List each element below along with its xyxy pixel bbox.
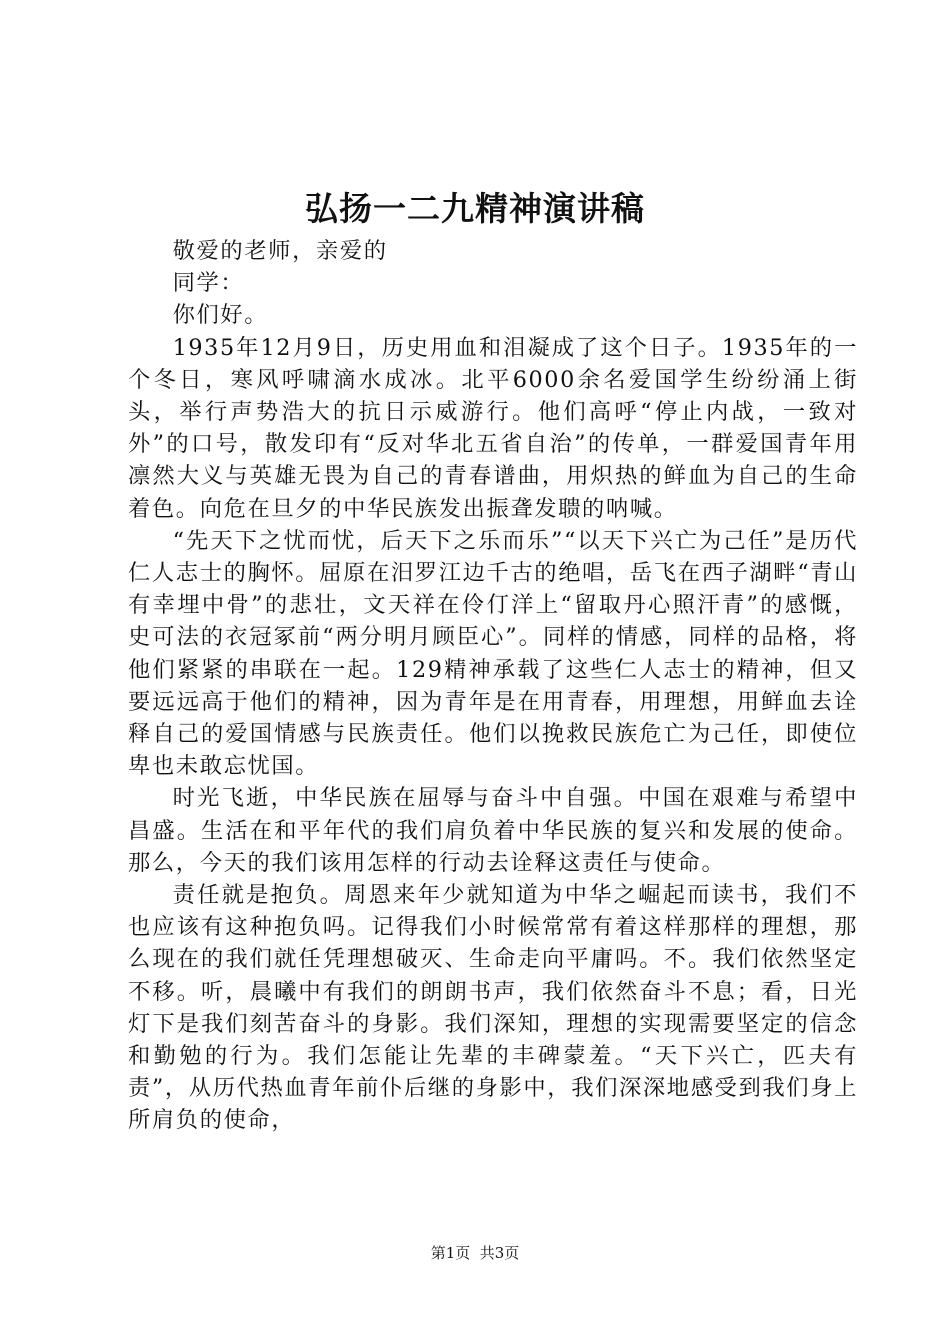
- salutation-line: 同学：: [172, 270, 245, 297]
- greeting-line: 你们好。: [172, 302, 269, 329]
- page-number-footer: 第1页 共3页: [430, 1244, 520, 1262]
- salutation-line: 敬爱的老师，亲爱的: [172, 238, 388, 264]
- body-paragraph: 时光飞逝，中华民族在屈辱与奋斗中自强。中国在艰难与希望中昌盛。生活在和平年代的我们肩负着中华民族的复兴和发展的使命。那么，今天的我们该用怎样的行动去诠释这责任与使命。: [128, 785, 858, 876]
- body-paragraph: 责任就是抱负。周恩来年少就知道为中华之崛起而读书，我们不也应该有这种抱负吗。记得我们小时候常常有着这样那样的理想，那么现在的我们就任凭理想破灭、生命走向平庸吗。不。我们依然坚定不移。听，晨曦中有我们的朗朗书声，我们依然奋斗不息；看，日光灯下是我们刻苦奋斗的身影。我们深知，理想的实现需要坚定的信念和勤勉的行为。我们怎能让先辈的丰碑蒙羞。“天下兴亡，匹夫有责”，从历代热血青年前仆后继的身影中，我们深深地感受到我们身上所肩负的使命，: [128, 882, 858, 1134]
- body-paragraph: 1935年12月9日，历史用血和泪凝成了这个日子。1935年的一个冬日，寒风呼啸滴水成冰。北平6000余名爱国学生纷纷涌上街头，举行声势浩大的抗日示威游行。他们高呼“停止内战，一致对外”的口号，散发印有“反对华北五省自治”的传单，一群爱国青年用凛然大义与英雄无畏为自己的青春谱曲，用炽热的鲜血为自己的生命着色。向危在旦夕的中华民族发出振聋发聩的呐喊。: [128, 334, 858, 522]
- document-title: 弘扬一二九精神演讲稿: [305, 189, 645, 228]
- body-paragraph: “先天下之忧而忧，后天下之乐而乐”“以天下兴亡为己任”是历代仁人志士的胸怀。屈原在汨罗江边千古的绝唱，岳飞在西子湖畔“青山有幸埋中骨”的悲壮，文天祥在伶仃洋上“留取丹心照汗青”的感慨，史可法的衣冠冢前“两分明月顾臣心”。同样的情感，同样的品格，将他们紧紧的串联在一起。129精神承载了这些仁人志士的精神，但又要远远高于他们的精神，因为青年是在用青春，用理想，用鲜血去诠释自己的爱国情感与民族责任。他们以挽救民族危亡为己任，即使位卑也未敢忘忧国。: [128, 527, 858, 780]
- document-body: [128, 235, 858, 1137]
